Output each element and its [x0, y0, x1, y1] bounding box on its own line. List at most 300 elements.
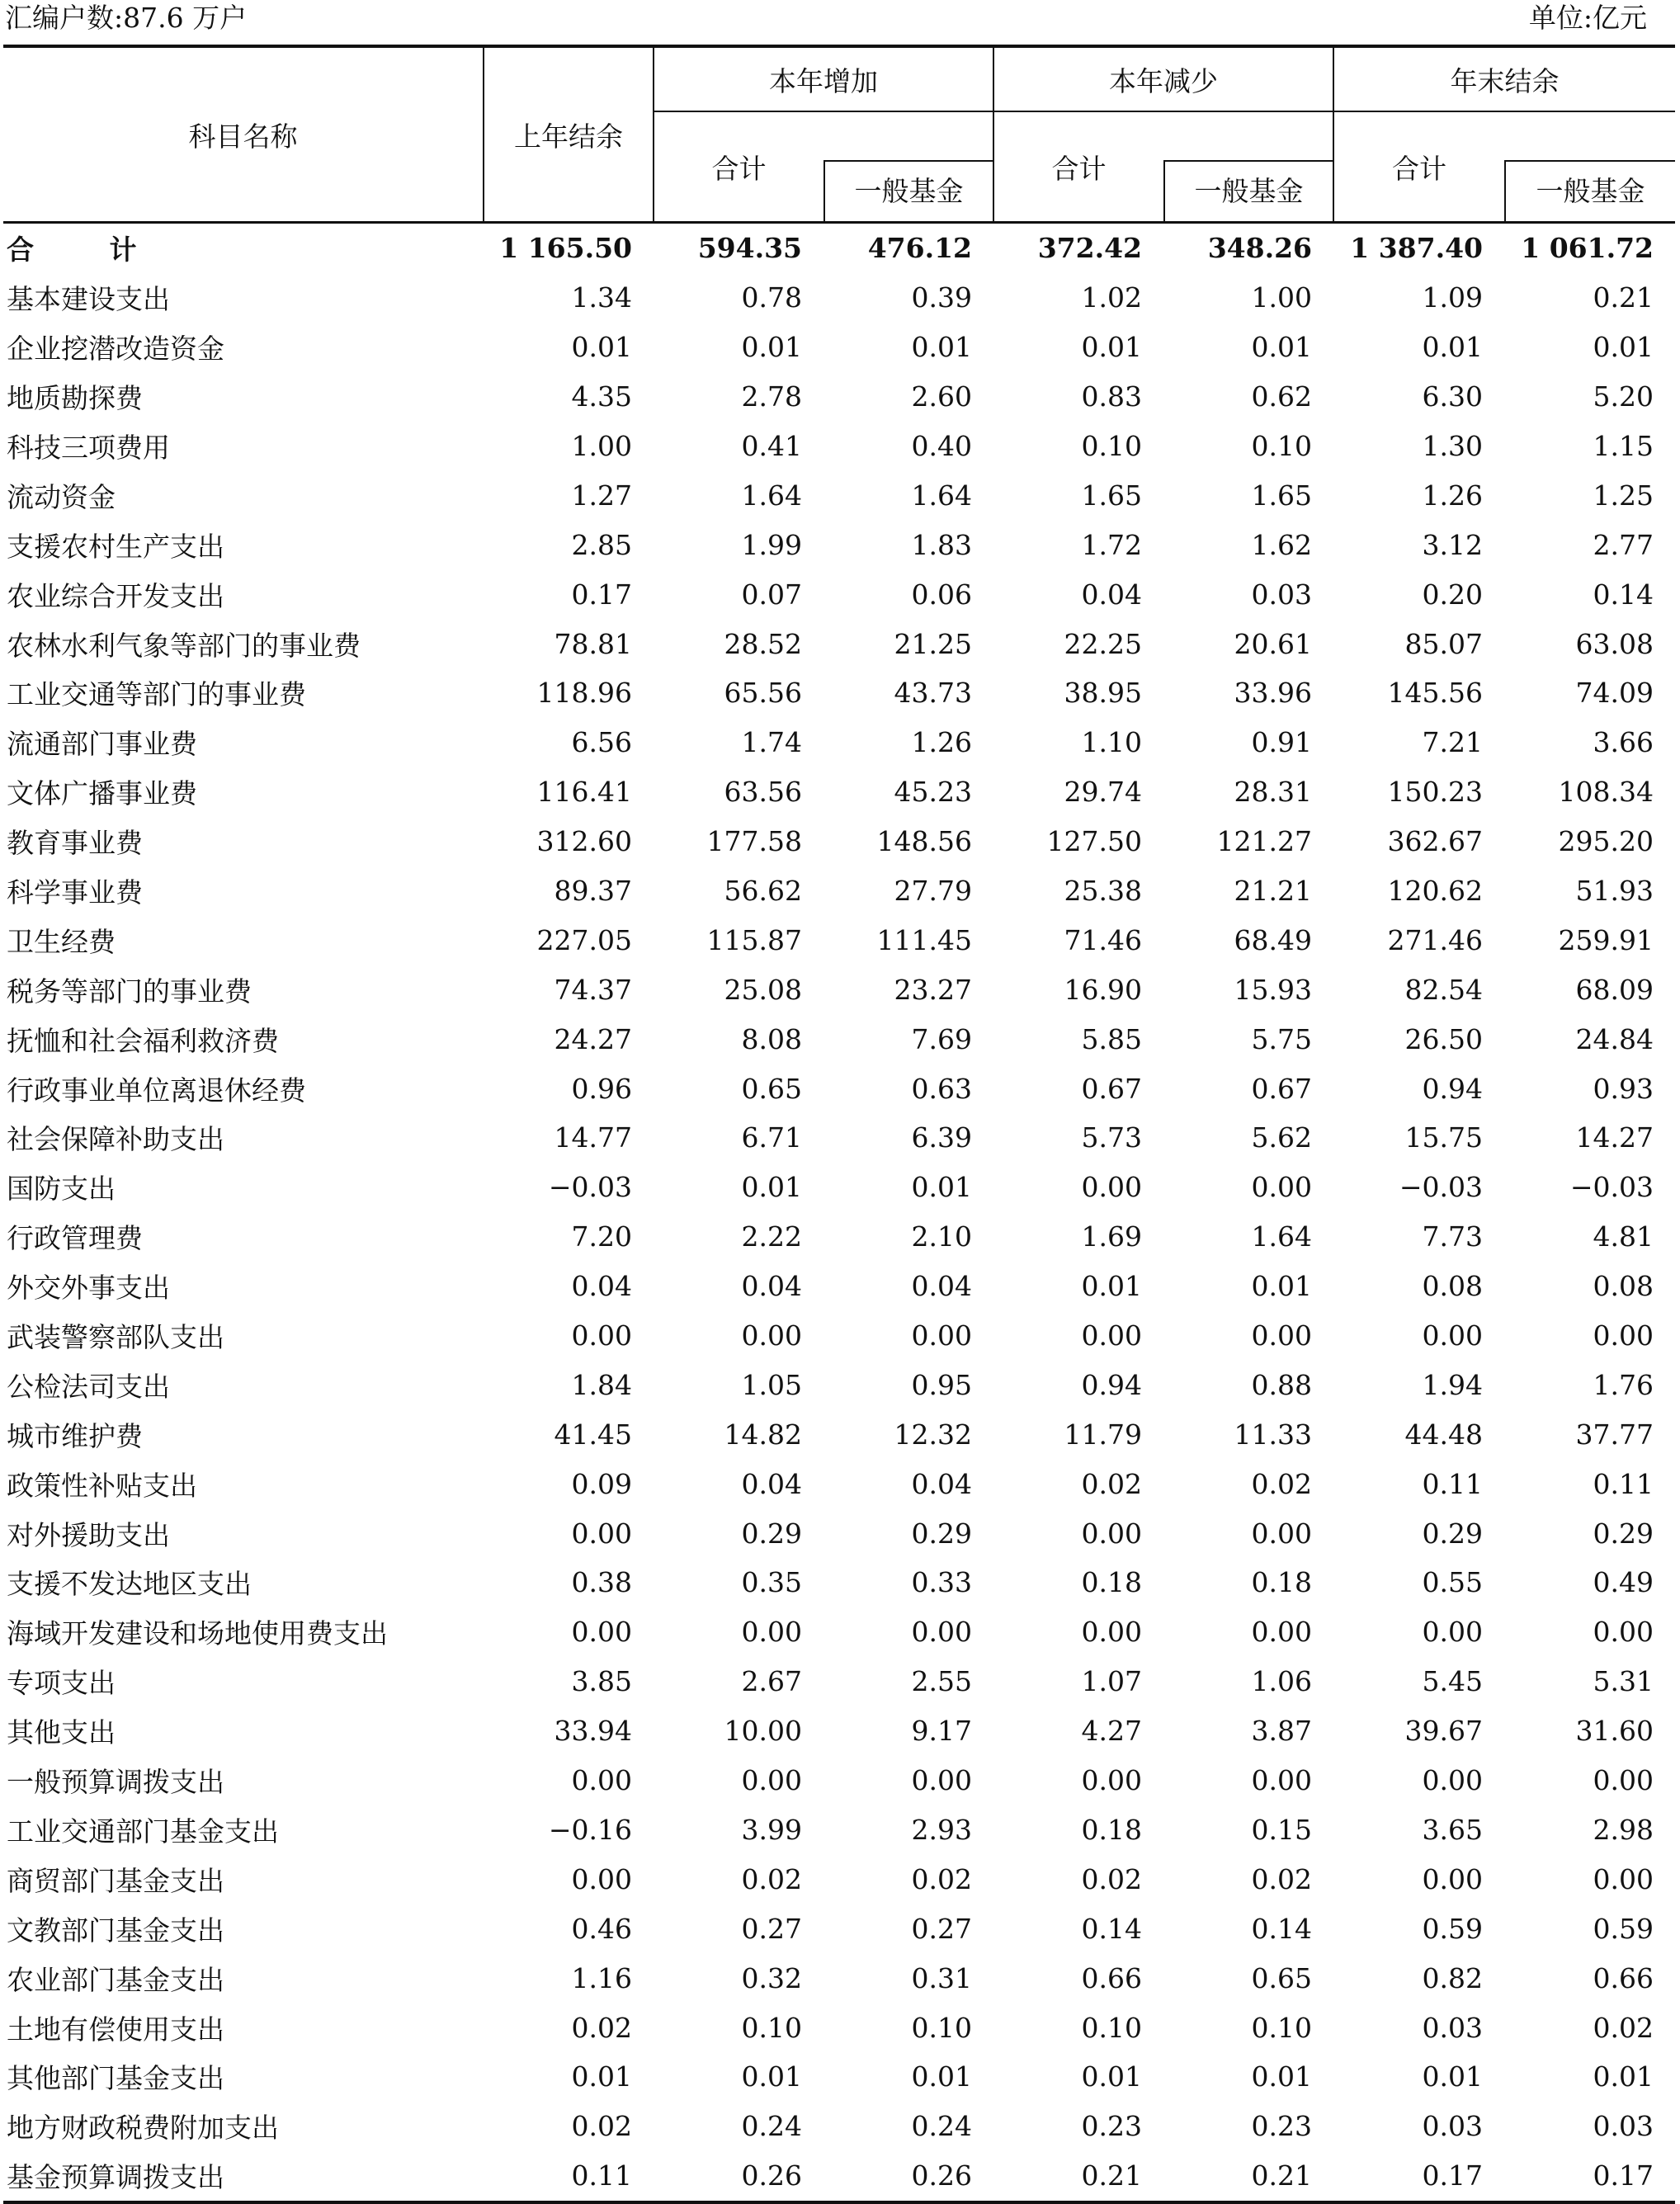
row-value-cell: 0.00	[1251, 1616, 1312, 1649]
row-value-cell: 37.77	[1575, 1418, 1654, 1451]
row-value-cell: 5.20	[1593, 380, 1654, 413]
row-value-cell: 0.17	[571, 578, 632, 611]
row-value-cell: 7.21	[1422, 726, 1483, 759]
row-value-cell: 0.00	[741, 1616, 802, 1649]
row-value-cell: 39.67	[1404, 1715, 1483, 1748]
table-row	[3, 1064, 1675, 1113]
row-subject-cell: 武装警察部队支出	[7, 1321, 224, 1354]
row-subject-cell: 对外援助支出	[7, 1518, 170, 1551]
row-value-cell: 0.01	[911, 2060, 972, 2093]
row-value-cell: 0.00	[1251, 1764, 1312, 1797]
row-value-cell: 5.85	[1081, 1022, 1142, 1055]
row-subject-cell: 卫生经费	[7, 925, 116, 958]
row-value-cell: 0.00	[1593, 1764, 1654, 1797]
row-value-cell: 25.38	[1064, 875, 1142, 908]
row-subject-cell: 农林水利气象等部门的事业费	[7, 629, 361, 662]
row-value-cell: 0.03	[1593, 2110, 1654, 2143]
row-value-cell: 89.37	[554, 875, 632, 908]
row-value-cell: 0.26	[823, 2151, 993, 2202]
row-value-cell: 3.87	[1251, 1715, 1312, 1748]
row-value-cell: 0.14	[1081, 1912, 1142, 1945]
table-row	[3, 668, 1675, 718]
table-row	[3, 470, 1675, 520]
table-row	[3, 323, 1675, 372]
table-row	[3, 1854, 1675, 1904]
row-value-cell: 0.62	[1251, 380, 1312, 413]
row-value-cell: 0.07	[741, 578, 802, 611]
row-value-cell: 3.85	[571, 1665, 632, 1698]
row-value-cell: −0.16	[548, 1813, 632, 1846]
row-value-cell: 148.56	[876, 825, 972, 858]
row-value-cell: 10.00	[724, 1715, 802, 1748]
row-value-cell: 0.01	[741, 1171, 802, 1204]
row-value-cell: 78.81	[554, 627, 632, 660]
row-value-cell: 0.01	[1422, 331, 1483, 364]
row-subject-cell: 工业交通部门基金支出	[7, 1815, 279, 1848]
header-increase-general: 一般基金	[823, 111, 993, 223]
table-row	[3, 273, 1675, 323]
row-subject-cell: 一般预算调拨支出	[7, 1766, 224, 1799]
row-value-cell: 0.11	[1422, 1467, 1483, 1500]
row-value-cell: 33.94	[554, 1715, 632, 1748]
row-value-cell: 362.67	[1387, 825, 1483, 858]
row-value-cell: 0.93	[1593, 1072, 1654, 1105]
row-value-cell: 0.08	[1593, 1270, 1654, 1303]
budget-balance-table	[3, 45, 1675, 2204]
row-value-cell: 68.09	[1575, 973, 1654, 1006]
row-value-cell: 0.11	[484, 2151, 654, 2202]
table-row	[3, 1508, 1675, 1558]
header-increase-total: 合计	[654, 111, 823, 223]
row-value-cell: 6.71	[741, 1121, 802, 1154]
row-value-cell: 38.95	[1064, 677, 1142, 710]
row-value-cell: 1.34	[571, 281, 632, 314]
table-row	[3, 1953, 1675, 2003]
row-subject-cell: 科学事业费	[7, 876, 143, 909]
table-row	[3, 1212, 1675, 1262]
row-value-cell: 45.23	[894, 776, 972, 809]
row-subject-cell: 文教部门基金支出	[7, 1914, 224, 1947]
row-value-cell: 0.40	[911, 430, 972, 462]
row-value-cell: 3.12	[1422, 528, 1483, 561]
row-value-cell: 0.00	[1422, 1764, 1483, 1797]
row-subject-cell: 教育事业费	[7, 827, 143, 860]
row-subject-cell: 农业综合开发支出	[7, 579, 224, 612]
row-value-cell: 0.04	[911, 1270, 972, 1303]
row-value-cell: 5.73	[1081, 1121, 1142, 1154]
row-value-cell: 0.20	[1422, 578, 1483, 611]
row-value-cell: 2.10	[911, 1220, 972, 1253]
row-value-cell: 0.00	[1081, 1319, 1142, 1352]
row-value-cell: 1.26	[911, 726, 972, 759]
row-value-cell: 0.00	[571, 1616, 632, 1649]
row-value-cell: 0.39	[911, 281, 972, 314]
row-value-cell: 0.10	[1251, 430, 1312, 462]
row-value-cell: 2.98	[1593, 1813, 1654, 1846]
row-value-cell: 271.46	[1387, 923, 1483, 956]
table-row	[3, 569, 1675, 619]
table-meta	[0, 0, 1680, 40]
row-value-cell: 33.96	[1234, 677, 1312, 710]
row-value-cell: 22.25	[1064, 627, 1142, 660]
header-subject: 科目名称	[188, 120, 298, 153]
row-value-cell: 0.00	[1081, 1171, 1142, 1204]
row-value-cell: 12.32	[894, 1418, 972, 1451]
row-value-cell: 0.00	[1251, 1171, 1312, 1204]
row-value-cell: 0.63	[911, 1072, 972, 1105]
row-value-cell: 16.90	[1064, 973, 1142, 1006]
row-value-cell: 0.10	[1081, 430, 1142, 462]
row-value-cell: 1.30	[1422, 430, 1483, 462]
row-value-cell: 0.29	[741, 1517, 802, 1550]
table-row	[3, 1409, 1675, 1459]
row-subject-cell: 外交外事支出	[7, 1272, 170, 1305]
row-value-cell: 1.06	[1251, 1665, 1312, 1698]
row-value-cell: 6.56	[571, 726, 632, 759]
row-value-cell: 15.93	[1234, 973, 1312, 1006]
row-value-cell: 21.25	[894, 627, 972, 660]
row-subject-cell: 流通部门事业费	[7, 728, 197, 761]
row-value-cell: 1.74	[741, 726, 802, 759]
row-value-cell: 0.00	[1593, 1862, 1654, 1895]
row-value-cell: 0.11	[1593, 1467, 1654, 1500]
table-row	[3, 1459, 1675, 1508]
row-value-cell: 1.00	[1251, 281, 1312, 314]
row-value-cell: 1.27	[571, 479, 632, 512]
table-row	[3, 1113, 1675, 1163]
row-value-cell: 85.07	[1404, 627, 1483, 660]
row-value-cell: 1.25	[1593, 479, 1654, 512]
row-value-cell: 0.00	[1422, 1319, 1483, 1352]
row-value-cell: 0.35	[741, 1566, 802, 1599]
row-value-cell: 27.79	[894, 875, 972, 908]
row-value-cell: 1.84	[571, 1368, 632, 1401]
row-value-cell: 348.26	[1207, 232, 1312, 265]
row-value-cell: 0.02	[1081, 1467, 1142, 1500]
row-value-cell: 0.88	[1251, 1368, 1312, 1401]
row-subject-cell: 税务等部门的事业费	[7, 975, 252, 1008]
row-value-cell: 127.50	[1046, 825, 1142, 858]
row-value-cell: 111.45	[876, 923, 972, 956]
row-value-cell: 74.09	[1575, 677, 1654, 710]
row-value-cell: 5.45	[1422, 1665, 1483, 1698]
row-value-cell: 0.00	[1081, 1764, 1142, 1797]
row-subject-cell: 行政管理费	[7, 1222, 143, 1255]
row-value-cell: 1.76	[1593, 1368, 1654, 1401]
row-value-cell: 1.09	[1422, 281, 1483, 314]
row-value-cell: 0.01	[741, 331, 802, 364]
row-value-cell: 29.74	[1064, 776, 1142, 809]
row-value-cell: 0.01	[911, 1171, 972, 1204]
row-subject-cell: 土地有偿使用支出	[7, 2013, 224, 2046]
row-subject-cell: 地方财政税费附加支出	[7, 2112, 279, 2145]
row-value-cell: 0.65	[1251, 1961, 1312, 1994]
row-value-cell: 0.04	[571, 1270, 632, 1303]
row-value-cell: 2.93	[911, 1813, 972, 1846]
row-value-cell: 0.65	[741, 1072, 802, 1105]
table-row	[3, 1607, 1675, 1657]
row-value-cell: 2.77	[1593, 528, 1654, 561]
row-value-cell: 0.00	[741, 1319, 802, 1352]
row-value-cell: 0.15	[1251, 1813, 1312, 1846]
row-value-cell: 1 061.72	[1521, 232, 1654, 265]
row-value-cell: 2.22	[741, 1220, 802, 1253]
row-value-cell: 0.00	[911, 1319, 972, 1352]
row-value-cell: 0.32	[741, 1961, 802, 1994]
row-value-cell: 120.62	[1387, 875, 1483, 908]
row-value-cell: 0.00	[571, 1319, 632, 1352]
row-value-cell: 65.56	[724, 677, 802, 710]
table-row	[3, 2102, 1675, 2151]
row-value-cell: 1.94	[1422, 1368, 1483, 1401]
row-value-cell: 115.87	[706, 923, 802, 956]
row-value-cell: 0.00	[1251, 1319, 1312, 1352]
row-value-cell: 0.24	[911, 2110, 972, 2143]
row-value-cell: 0.17	[1504, 2151, 1675, 2202]
row-value-cell: 6.39	[911, 1121, 972, 1154]
row-value-cell: 0.00	[571, 1517, 632, 1550]
row-value-cell: 0.01	[1251, 1270, 1312, 1303]
row-subject-cell: 企业挖潜改造资金	[7, 333, 224, 366]
row-subject-cell: 农业部门基金支出	[7, 1963, 224, 1996]
row-value-cell: 41.45	[554, 1418, 632, 1451]
row-subject-cell: 国防支出	[7, 1173, 116, 1206]
row-value-cell: 0.00	[1081, 1517, 1142, 1550]
row-value-cell: 0.10	[1081, 2011, 1142, 2044]
row-value-cell: 1.65	[1081, 479, 1142, 512]
row-value-cell: 0.27	[911, 1912, 972, 1945]
row-value-cell: 51.93	[1575, 875, 1654, 908]
row-value-cell: 0.02	[1593, 2011, 1654, 2044]
row-value-cell: 71.46	[1064, 923, 1142, 956]
row-value-cell: 0.02	[1251, 1862, 1312, 1895]
row-value-cell: 5.75	[1251, 1022, 1312, 1055]
row-value-cell: 116.41	[536, 776, 632, 809]
row-value-cell: 44.48	[1404, 1418, 1483, 1451]
row-value-cell: −0.03	[548, 1171, 632, 1204]
row-value-cell: 0.21	[1593, 281, 1654, 314]
row-value-cell: 7.69	[911, 1022, 972, 1055]
row-value-cell: 1 165.50	[499, 232, 632, 265]
row-value-cell: 0.26	[654, 2151, 823, 2202]
row-value-cell: 150.23	[1387, 776, 1483, 809]
header-prev-balance: 上年结余	[484, 46, 654, 223]
table-row	[3, 1163, 1675, 1212]
header-increase: 本年增加	[654, 46, 993, 111]
table-row-total	[3, 223, 1675, 273]
row-value-cell: −0.03	[1399, 1171, 1483, 1204]
row-subject-cell: 文体广播事业费	[7, 777, 197, 810]
row-value-cell: 7.73	[1422, 1220, 1483, 1253]
row-value-cell: 11.79	[1064, 1418, 1142, 1451]
row-value-cell: 15.75	[1404, 1121, 1483, 1154]
table-row	[3, 965, 1675, 1014]
row-value-cell: 0.00	[571, 1764, 632, 1797]
header-decrease-total: 合计	[993, 111, 1163, 223]
row-value-cell: 0.03	[1251, 578, 1312, 611]
row-value-cell: 177.58	[706, 825, 802, 858]
header-end-general: 一般基金	[1504, 111, 1675, 223]
row-value-cell: 0.01	[1251, 2060, 1312, 2093]
row-value-cell: 63.08	[1575, 627, 1654, 660]
row-subject-cell: 其他支出	[7, 1716, 116, 1749]
table-row	[3, 915, 1675, 965]
row-subject-cell: 地质勘探费	[7, 382, 143, 415]
table-row	[3, 1657, 1675, 1706]
row-value-cell: 1.07	[1081, 1665, 1142, 1698]
row-subject-cell: 行政事业单位离退休经费	[7, 1074, 306, 1107]
row-value-cell: 20.61	[1234, 627, 1312, 660]
row-value-cell: 476.12	[867, 232, 972, 265]
header-decrease-general: 一般基金	[1163, 111, 1333, 223]
row-value-cell: 1.05	[741, 1368, 802, 1401]
row-value-cell: 0.02	[1251, 1467, 1312, 1500]
row-value-cell: 145.56	[1387, 677, 1483, 710]
row-value-cell: 1.00	[571, 430, 632, 462]
row-value-cell: 0.01	[1251, 331, 1312, 364]
row-value-cell: 0.38	[571, 1566, 632, 1599]
row-subject-cell: 其他部门基金支出	[7, 2062, 224, 2095]
row-subject-cell: 基金预算调拨支出	[3, 2151, 484, 2202]
row-value-cell: 23.27	[894, 973, 972, 1006]
row-value-cell: 0.59	[1422, 1912, 1483, 1945]
row-value-cell: 0.10	[1251, 2011, 1312, 2044]
row-value-cell: 0.04	[911, 1467, 972, 1500]
row-value-cell: 14.27	[1575, 1121, 1654, 1154]
row-value-cell: 24.84	[1575, 1022, 1654, 1055]
table-body	[3, 223, 1675, 2202]
row-value-cell: 1.02	[1081, 281, 1142, 314]
row-subject-cell: 支援不发达地区支出	[7, 1568, 252, 1601]
row-subject-cell: 专项支出	[7, 1667, 116, 1700]
row-value-cell: 0.82	[1422, 1961, 1483, 1994]
row-subject-cell: 城市维护费	[7, 1419, 143, 1452]
row-value-cell: 0.01	[571, 2060, 632, 2093]
row-subject-cell: 支援农村生产支出	[7, 530, 224, 563]
row-value-cell: 28.31	[1234, 776, 1312, 809]
row-value-cell: 1.72	[1081, 528, 1142, 561]
table-row	[3, 1904, 1675, 1953]
row-value-cell: 43.73	[894, 677, 972, 710]
row-value-cell: 0.24	[741, 2110, 802, 2143]
row-value-cell: 14.82	[724, 1418, 802, 1451]
row-value-cell: 0.96	[571, 1072, 632, 1105]
row-value-cell: 0.02	[571, 2011, 632, 2044]
row-value-cell: 0.02	[571, 2110, 632, 2143]
row-value-cell: 2.78	[741, 380, 802, 413]
row-value-cell: 0.08	[1422, 1270, 1483, 1303]
row-value-cell: 372.42	[1037, 232, 1142, 265]
row-value-cell: 0.55	[1422, 1566, 1483, 1599]
row-value-cell: 0.29	[1422, 1517, 1483, 1550]
row-subject-cell: 合 计	[7, 234, 170, 267]
table-row	[3, 866, 1675, 916]
row-value-cell: 0.01	[1422, 2060, 1483, 2093]
row-value-cell: 0.02	[1081, 1862, 1142, 1895]
row-value-cell: 0.29	[911, 1517, 972, 1550]
row-value-cell: 0.00	[741, 1764, 802, 1797]
row-value-cell: 0.21	[1163, 2151, 1333, 2202]
table-row	[3, 1756, 1675, 1805]
row-value-cell: 0.04	[741, 1467, 802, 1500]
row-value-cell: 0.00	[1081, 1616, 1142, 1649]
row-value-cell: 24.27	[554, 1022, 632, 1055]
row-subject-cell: 商贸部门基金支出	[7, 1864, 224, 1897]
row-value-cell: 3.66	[1593, 726, 1654, 759]
row-subject-cell: 工业交通等部门的事业费	[7, 678, 306, 711]
row-subject-cell: 政策性补贴支出	[7, 1469, 197, 1502]
row-value-cell: 227.05	[536, 923, 632, 956]
row-value-cell: 8.08	[741, 1022, 802, 1055]
row-value-cell: 0.00	[911, 1616, 972, 1649]
row-value-cell: 6.30	[1422, 380, 1483, 413]
row-value-cell: 0.00	[1593, 1616, 1654, 1649]
row-subject-cell: 海域开发建设和场地使用费支出	[7, 1617, 388, 1650]
row-value-cell: 0.21	[993, 2151, 1163, 2202]
row-value-cell: 4.81	[1593, 1220, 1654, 1253]
row-value-cell: 0.00	[1422, 1616, 1483, 1649]
row-value-cell: 4.27	[1081, 1715, 1142, 1748]
row-value-cell: 0.18	[1251, 1566, 1312, 1599]
table-row	[3, 520, 1675, 569]
row-value-cell: 1.26	[1422, 479, 1483, 512]
table-row	[3, 1558, 1675, 1607]
row-value-cell: 0.01	[571, 331, 632, 364]
row-subject-cell: 流动资金	[7, 480, 116, 513]
row-value-cell: 1.83	[911, 528, 972, 561]
row-value-cell: 9.17	[911, 1715, 972, 1748]
row-value-cell: 0.29	[1593, 1517, 1654, 1550]
row-value-cell: 118.96	[536, 677, 632, 710]
row-value-cell: 1.64	[911, 479, 972, 512]
table-row	[3, 619, 1675, 668]
row-value-cell: 1.65	[1251, 479, 1312, 512]
row-value-cell: 25.08	[724, 973, 802, 1006]
row-value-cell: 1.69	[1081, 1220, 1142, 1253]
table-row	[3, 1706, 1675, 1756]
row-value-cell: 121.27	[1216, 825, 1312, 858]
row-value-cell: 5.31	[1593, 1665, 1654, 1698]
row-value-cell: 0.04	[741, 1270, 802, 1303]
row-value-cell: 26.50	[1404, 1022, 1483, 1055]
row-value-cell: 0.00	[571, 1862, 632, 1895]
row-value-cell: 0.10	[741, 2011, 802, 2044]
row-value-cell: 0.94	[1422, 1072, 1483, 1105]
row-value-cell: 0.66	[1593, 1961, 1654, 1994]
row-value-cell: 295.20	[1558, 825, 1654, 858]
table-row	[3, 1360, 1675, 1409]
row-value-cell: 0.01	[741, 2060, 802, 2093]
row-value-cell: 0.02	[911, 1862, 972, 1895]
row-value-cell: 1.15	[1593, 430, 1654, 462]
row-value-cell: 0.66	[1081, 1961, 1142, 1994]
header-end-balance: 年末结余	[1333, 46, 1675, 111]
row-value-cell: 1 387.40	[1350, 232, 1483, 265]
row-value-cell: 0.03	[1422, 2110, 1483, 2143]
table-row	[3, 2003, 1675, 2052]
row-value-cell: 259.91	[1558, 923, 1654, 956]
row-value-cell: 0.18	[1081, 1566, 1142, 1599]
row-value-cell: 0.00	[1593, 1319, 1654, 1352]
row-value-cell: 0.31	[911, 1961, 972, 1994]
row-value-cell: 0.23	[1081, 2110, 1142, 2143]
row-value-cell: 0.00	[1251, 1517, 1312, 1550]
table-row	[3, 2052, 1675, 2102]
row-value-cell: 108.34	[1558, 776, 1654, 809]
row-value-cell: −0.03	[1569, 1171, 1654, 1204]
row-value-cell: 0.59	[1593, 1912, 1654, 1945]
row-value-cell: 0.10	[911, 2011, 972, 2044]
